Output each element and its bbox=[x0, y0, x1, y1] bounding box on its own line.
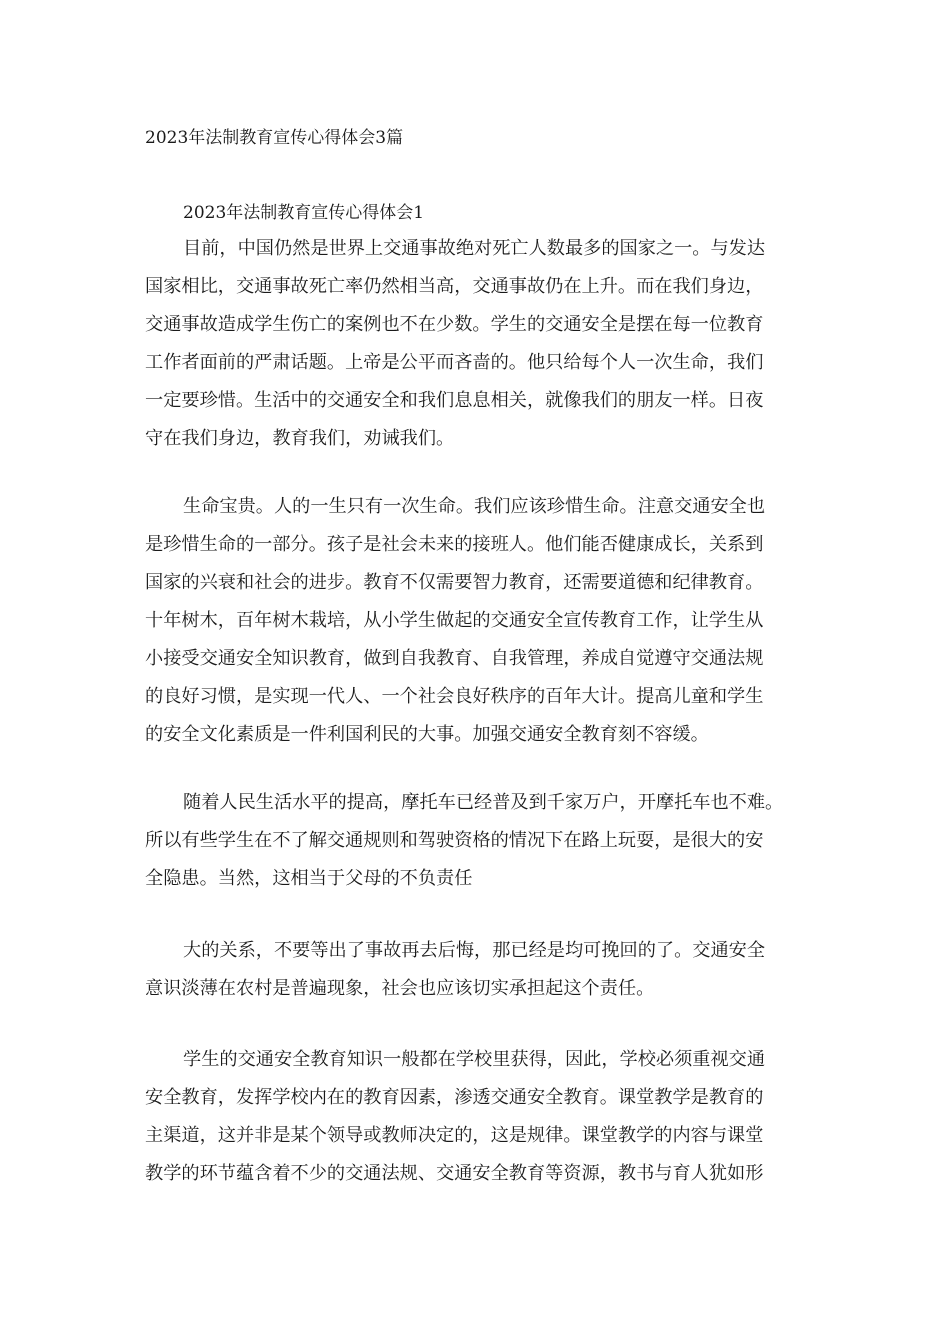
paragraph-line: 随着人民生活水平的提高，摩托车已经普及到千家万户，开摩托车也不难。 bbox=[183, 792, 784, 813]
paragraph-line: 学生的交通安全教育知识一般都在学校里获得，因此，学校必须重视交通 bbox=[183, 1049, 766, 1070]
paragraph-line: 交通事故造成学生伤亡的案例也不在少数。学生的交通安全是摆在每一位教育 bbox=[145, 314, 764, 335]
paragraph-line: 生命宝贵。人的一生只有一次生命。我们应该珍惜生命。注意交通安全也 bbox=[183, 496, 766, 517]
paragraph-line: 小接受交通安全知识教育，做到自我教育、自我管理，养成自觉遵守交通法规 bbox=[145, 648, 764, 669]
paragraph-line: 的良好习惯，是实现一代人、一个社会良好秩序的百年大计。提高儿童和学生 bbox=[145, 686, 764, 707]
paragraph-line: 目前，中国仍然是世界上交通事故绝对死亡人数最多的国家之一。与发达 bbox=[183, 238, 766, 259]
paragraph-4 bbox=[145, 932, 845, 1008]
paragraph-line: 全隐患。当然，这相当于父母的不负责任 bbox=[145, 868, 473, 889]
paragraph-line: 国家相比，交通事故死亡率仍然相当高，交通事故仍在上升。而在我们身边， bbox=[145, 276, 764, 297]
paragraph-line: 一定要珍惜。生活中的交通安全和我们息息相关，就像我们的朋友一样。日夜 bbox=[145, 390, 764, 411]
paragraph-line: 是珍惜生命的一部分。孩子是社会未来的接班人。他们能否健康成长，关系到 bbox=[145, 534, 764, 555]
paragraph-line: 意识淡薄在农村是普遍现象，社会也应该切实承担起这个责任。 bbox=[145, 978, 655, 999]
paragraph-line: 大的关系，不要等出了事故再去后悔，那已经是均可挽回的了。交通安全 bbox=[183, 940, 766, 961]
paragraph-line: 国家的兴衰和社会的进步。教育不仅需要智力教育，还需要道德和纪律教育。 bbox=[145, 572, 764, 593]
paragraph-line: 的安全文化素质是一件利国利民的大事。加强交通安全教育刻不容缓。 bbox=[145, 724, 709, 745]
paragraph-2 bbox=[145, 488, 845, 754]
paragraph-line: 安全教育，发挥学校内在的教育因素，渗透交通安全教育。课堂教学是教育的 bbox=[145, 1087, 764, 1108]
paragraph-line: 守在我们身边，教育我们，劝诫我们。 bbox=[145, 428, 455, 449]
paragraph-line: 教学的环节蕴含着不少的交通法规、交通安全教育等资源，教书与育人犹如形 bbox=[145, 1163, 764, 1184]
paragraph-5 bbox=[145, 1041, 845, 1193]
paragraph-1 bbox=[145, 230, 845, 458]
section-title: 2023年法制教育宣传心得体会1 bbox=[183, 203, 425, 223]
paragraph-line: 工作者面前的严肃话题。上帝是公平而吝啬的。他只给每个人一次生命，我们 bbox=[145, 352, 764, 373]
paragraph-line: 十年树木，百年树木栽培，从小学生做起的交通安全宣传教育工作，让学生从 bbox=[145, 610, 764, 631]
document-title: 2023年法制教育宣传心得体会3篇 bbox=[145, 128, 404, 148]
paragraph-3 bbox=[145, 784, 845, 898]
paragraph-line: 主渠道，这并非是某个领导或教师决定的，这是规律。课堂教学的内容与课堂 bbox=[145, 1125, 764, 1146]
paragraph-line: 所以有些学生在不了解交通规则和驾驶资格的情况下在路上玩耍，是很大的安 bbox=[145, 830, 764, 851]
